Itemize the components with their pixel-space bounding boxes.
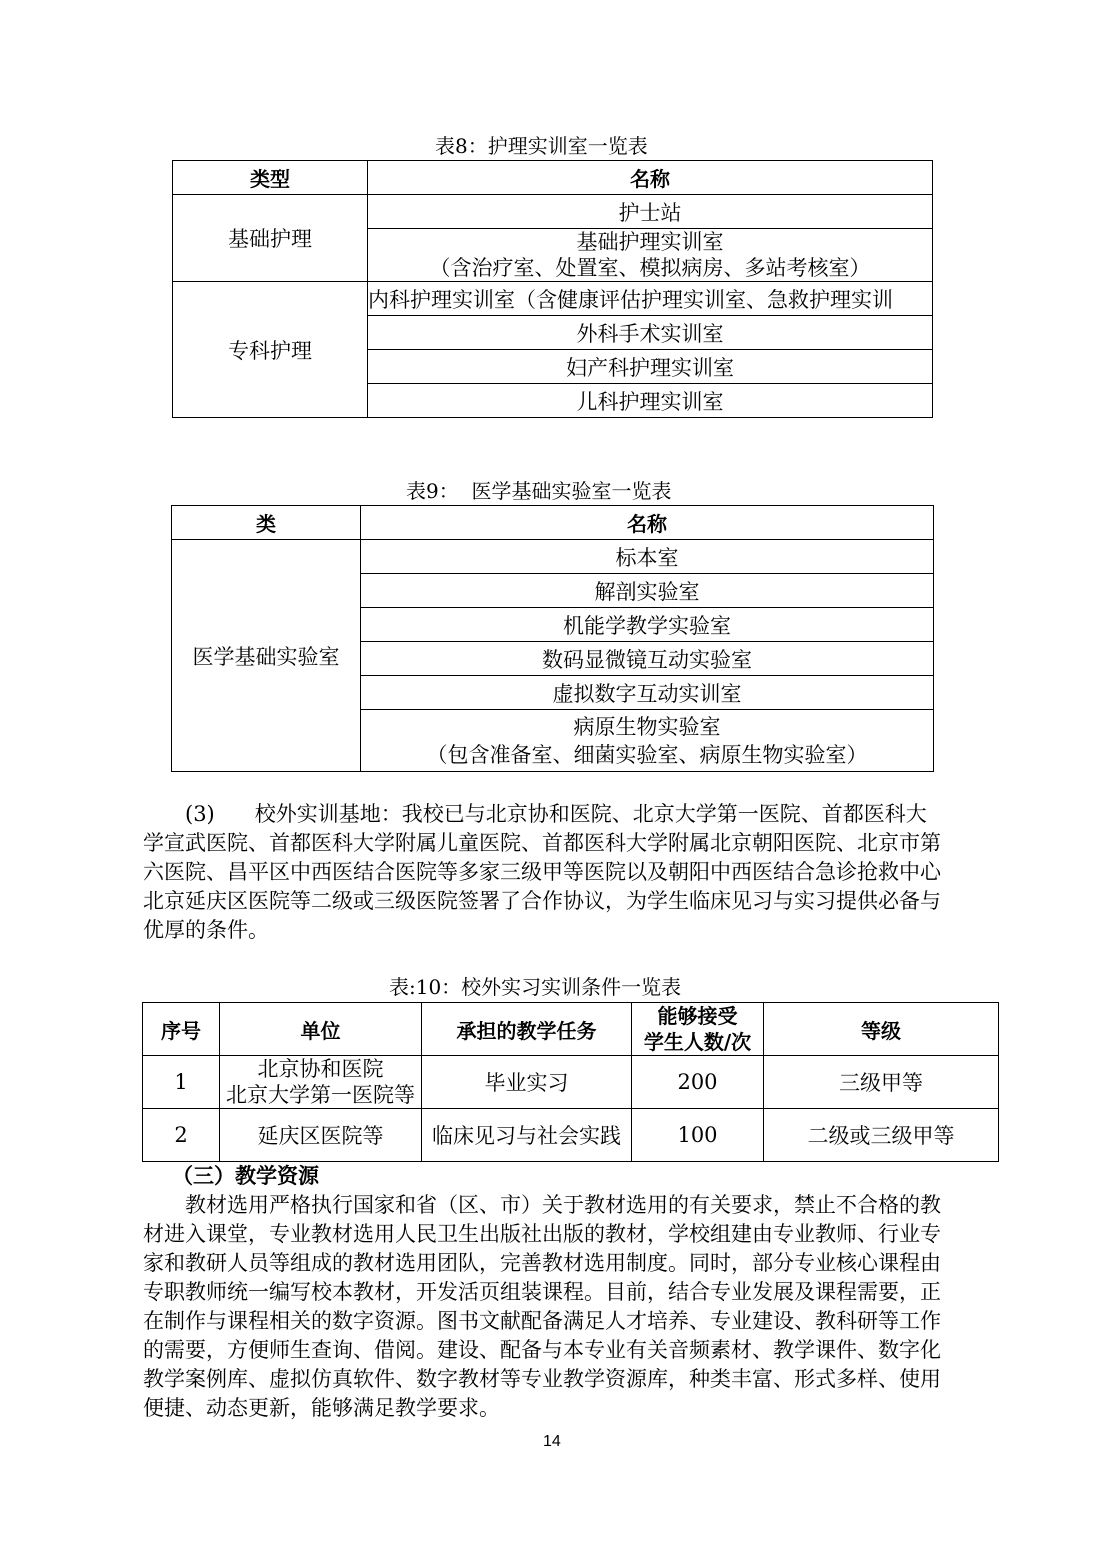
table9-header-name: 名称 bbox=[361, 506, 934, 540]
table9-category: 医学基础实验室 bbox=[172, 540, 361, 772]
table9-header-type: 类 bbox=[172, 506, 361, 540]
table10-cell: 延庆区医院等 bbox=[220, 1109, 422, 1162]
table8-item: 儿科护理实训室 bbox=[368, 384, 933, 418]
table10-cell: 北京协和医院 北京大学第一医院等 bbox=[220, 1056, 422, 1109]
page-number: 14 bbox=[543, 1433, 561, 1450]
table8 bbox=[172, 160, 933, 418]
table8-item: 基础护理实训室 （含治疗室、处置室、模拟病房、多站考核室） bbox=[368, 229, 933, 282]
table9-item: 虚拟数字互动实训室 bbox=[361, 676, 934, 710]
table9-item: 数码显微镜互动实验室 bbox=[361, 642, 934, 676]
table10-cell: 毕业实习 bbox=[422, 1056, 632, 1109]
table8-item: 内科护理实训室（含健康评估护理实训室、急救护理实训 bbox=[368, 282, 933, 316]
table9-item: 解剖实验室 bbox=[361, 574, 934, 608]
table8-item: 外科手术实训室 bbox=[368, 316, 933, 350]
table10-cell: 1 bbox=[143, 1056, 220, 1109]
table10 bbox=[142, 1002, 999, 1162]
table10-cell: 三级甲等 bbox=[764, 1056, 999, 1109]
table8-header-type: 类型 bbox=[173, 161, 368, 195]
table9-caption: 表9： 医学基础实验室一览表 bbox=[406, 479, 672, 503]
table10-cell: 2 bbox=[143, 1109, 220, 1162]
paragraph-teaching-resources: 教材选用严格执行国家和省（区、市）关于教材选用的有关要求，禁止不合格的教材进入课堂，专业教材选用人民卫生出版社出版的教材，学校组建由专业教师、行业专家和教研人员等组成的教材选用团队，完善教材选用制度。同时，部分专业核心课程由专职教师统一编写校本教材，开发活页组装课程。目前，结合专业发展及课程需要，正在制作与课程相关的数字资源。图书文献配备满足人才培养、专业建设、教科研等工作的需要，方便师生查询、借阅。建设、配备与本专业有关音频素材、教学课件、数字化教学案例库、虚拟仿真软件、数字教材等专业教学资源库，种类丰富、形式多样、使用便捷、动态更新，能够满足教学要求。 bbox=[143, 1193, 941, 1420]
section-heading-teaching-resources: （三）教学资源 bbox=[172, 1164, 319, 1188]
table8-item: 妇产科护理实训室 bbox=[368, 350, 933, 384]
table9-item: 机能学教学实验室 bbox=[361, 608, 934, 642]
table10-header-task: 承担的教学任务 bbox=[422, 1003, 632, 1056]
table10-header-capacity: 能够接受 学生人数/次 bbox=[632, 1003, 764, 1056]
table10-header-unit: 单位 bbox=[220, 1003, 422, 1056]
table8-caption: 表8：护理实训室一览表 bbox=[435, 134, 648, 158]
table9 bbox=[171, 505, 934, 772]
table10-cell: 200 bbox=[632, 1056, 764, 1109]
table10-header-level: 等级 bbox=[764, 1003, 999, 1056]
table8-category-special: 专科护理 bbox=[173, 282, 368, 418]
table10-caption: 表:10：校外实习实训条件一览表 bbox=[389, 975, 682, 999]
table10-cell: 二级或三级甲等 bbox=[764, 1109, 999, 1162]
table9-item: 病原生物实验室 （包含准备室、细菌实验室、病原生物实验室） bbox=[361, 710, 934, 772]
table-row bbox=[143, 1109, 999, 1162]
table10-cell: 100 bbox=[632, 1109, 764, 1162]
paragraph-off-campus-bases: (3) 校外实训基地：我校已与北京协和医院、北京大学第一医院、首都医科大学宣武医院、首都医科大学附属儿童医院、首都医科大学附属北京朝阳医院、北京市第六医院、昌平区中西医结合医院等多家三级甲等医院以及朝阳中西医结合急诊抢救中心北京延庆区医院等二级或三级医院签署了合作协议，为学生临床见习与实习提供必备与优厚的条件。 bbox=[143, 802, 941, 942]
table8-category-basic: 基础护理 bbox=[173, 195, 368, 282]
table10-cell: 临床见习与社会实践 bbox=[422, 1109, 632, 1162]
table8-header-name: 名称 bbox=[368, 161, 933, 195]
table-row bbox=[143, 1056, 999, 1109]
table8-item: 护士站 bbox=[368, 195, 933, 229]
table9-item: 标本室 bbox=[361, 540, 934, 574]
table10-header-index: 序号 bbox=[143, 1003, 220, 1056]
